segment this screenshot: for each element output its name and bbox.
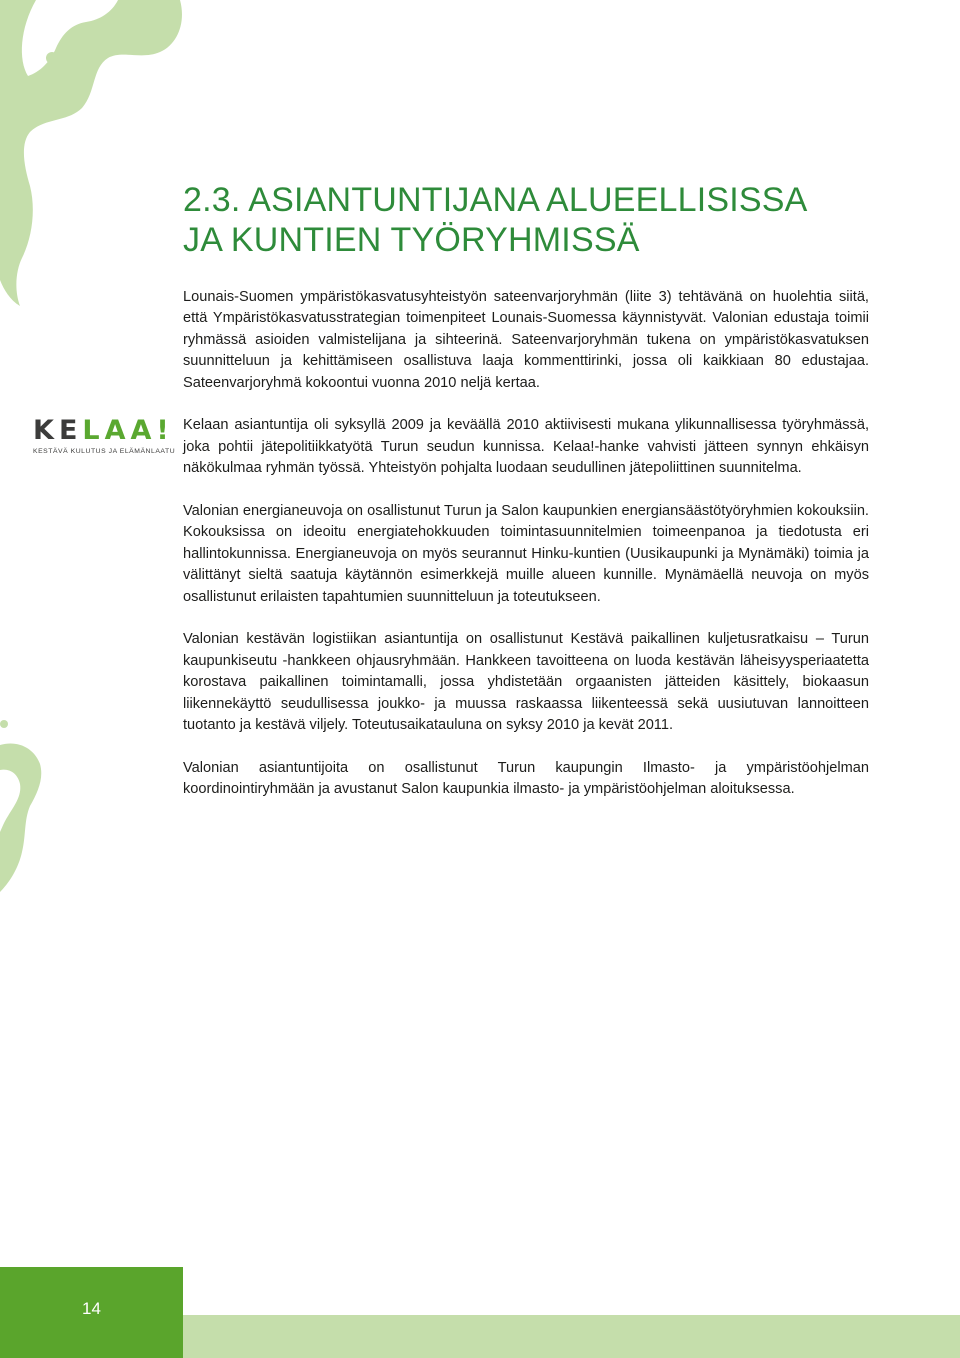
top-left-dot <box>46 52 58 64</box>
kelaa-logo <box>33 416 178 455</box>
logo-letter: ! <box>156 415 174 446</box>
logo-letter: A <box>104 415 131 446</box>
logo-letter: L <box>82 415 105 446</box>
paragraph: Kelaan asiantuntija oli syksyllä 2009 ja keväällä 2010 aktiivisesti mukana ylikunnallisessa työryhmässä, joka pohtii jätepolitiikkatyötä Turun seudun kunnissa. Kelaa!-hanke vahvisti jätteen synnyn ehkäisyn näkökulmaa ryhmän työssä. Yhteistyön pohjalta luodaan seudullinen jätepoliittinen suunnitelma. <box>183 417 869 477</box>
paragraph: Valonian energianeuvoja on osallistunut Turun ja Salon kaupunkien energiansäästötyöryhmien kokouksiin. Kokouksissa on ideoitu energiatehokkuuden toimintasuunnitelmien toimeenpanoa ja tiedotusta eri hallintokunnissa. Energianeuvoja on myös seurannut Hinku-kuntien (Uusikaupunki ja Mynämäki) toimia ja välittänyt sieltä saatuja käytännön esimerkkejä muille alueen kunnille. Mynämäellä neuvoja on myös osallistunut erilaisten tapahtumien suunnitteluun ja toteutukseen. <box>183 503 869 605</box>
heading-line-1: 2.3. ASIANTUNTIJANA ALUEELLISISSA <box>183 181 808 219</box>
logo-letter: A <box>130 415 157 446</box>
section-heading <box>183 180 883 260</box>
logo-wordmark <box>33 416 178 446</box>
paragraph: Lounais-Suomen ympäristökasvatusyhteistyön sateenvarjoryhmän (liite 3) tehtävänä on huolehtia siitä, että Ympäristökasvatusstrategian toimenpiteet Lounais-Suomessa käynnistyvät. Valonian edustaja toimii ryhmässä asioiden valmistelijana ja sihteerinä. Sateenvarjoryhmän tukena on ympäristökasvatuksen suunnitteluun ja kehittämiseen osallistuva laaja kommenttirinki, jossa oli kaikkiaan 80 edustajaa. Sateenvarjoryhmä kokoontui vuonna 2010 neljä kertaa. <box>183 289 869 391</box>
heading-line-2: JA KUNTIEN TYÖRYHMISSÄ <box>183 221 640 259</box>
logo-tagline: KESTÄVÄ KULUTUS JA ELÄMÄNLAATU <box>33 448 176 455</box>
logo-letter: K <box>33 415 59 446</box>
side-leaf-dot <box>0 720 8 728</box>
paragraph: Valonian kestävän logistiikan asiantuntija on osallistunut Kestävä paikallinen kuljetusratkaisu – Turun kaupunkiseutu -hankkeen ohjausryhmään. Hankkeen tavoitteena on luoda kestävän läheisyysperiaatetta korostava paikallinen toimintamalli, jossa yhdistetään orgaanisten jätteiden käsittely, biokaasun liikennekäyttö seudullisessa joukko- ja muussa raskaassa liikenteessä sekä uusiutuvan lannoitteen tuotanto ja kestävä viljely. Toteutusaikatauluna on syksy 2010 ja kevät 2011. <box>183 631 869 734</box>
paragraph: Valonian asiantuntijoita on osallistunut Turun kaupungin Ilmasto- ja ympäristöohjelman koordinointiryhmään ja avustanut Salon kaupunkia ilmasto- ja ympäristöohjelman aloituksessa. <box>183 759 869 798</box>
body-text <box>183 287 869 822</box>
page-number: 14 <box>82 1299 101 1318</box>
logo-letter: E <box>58 415 83 446</box>
